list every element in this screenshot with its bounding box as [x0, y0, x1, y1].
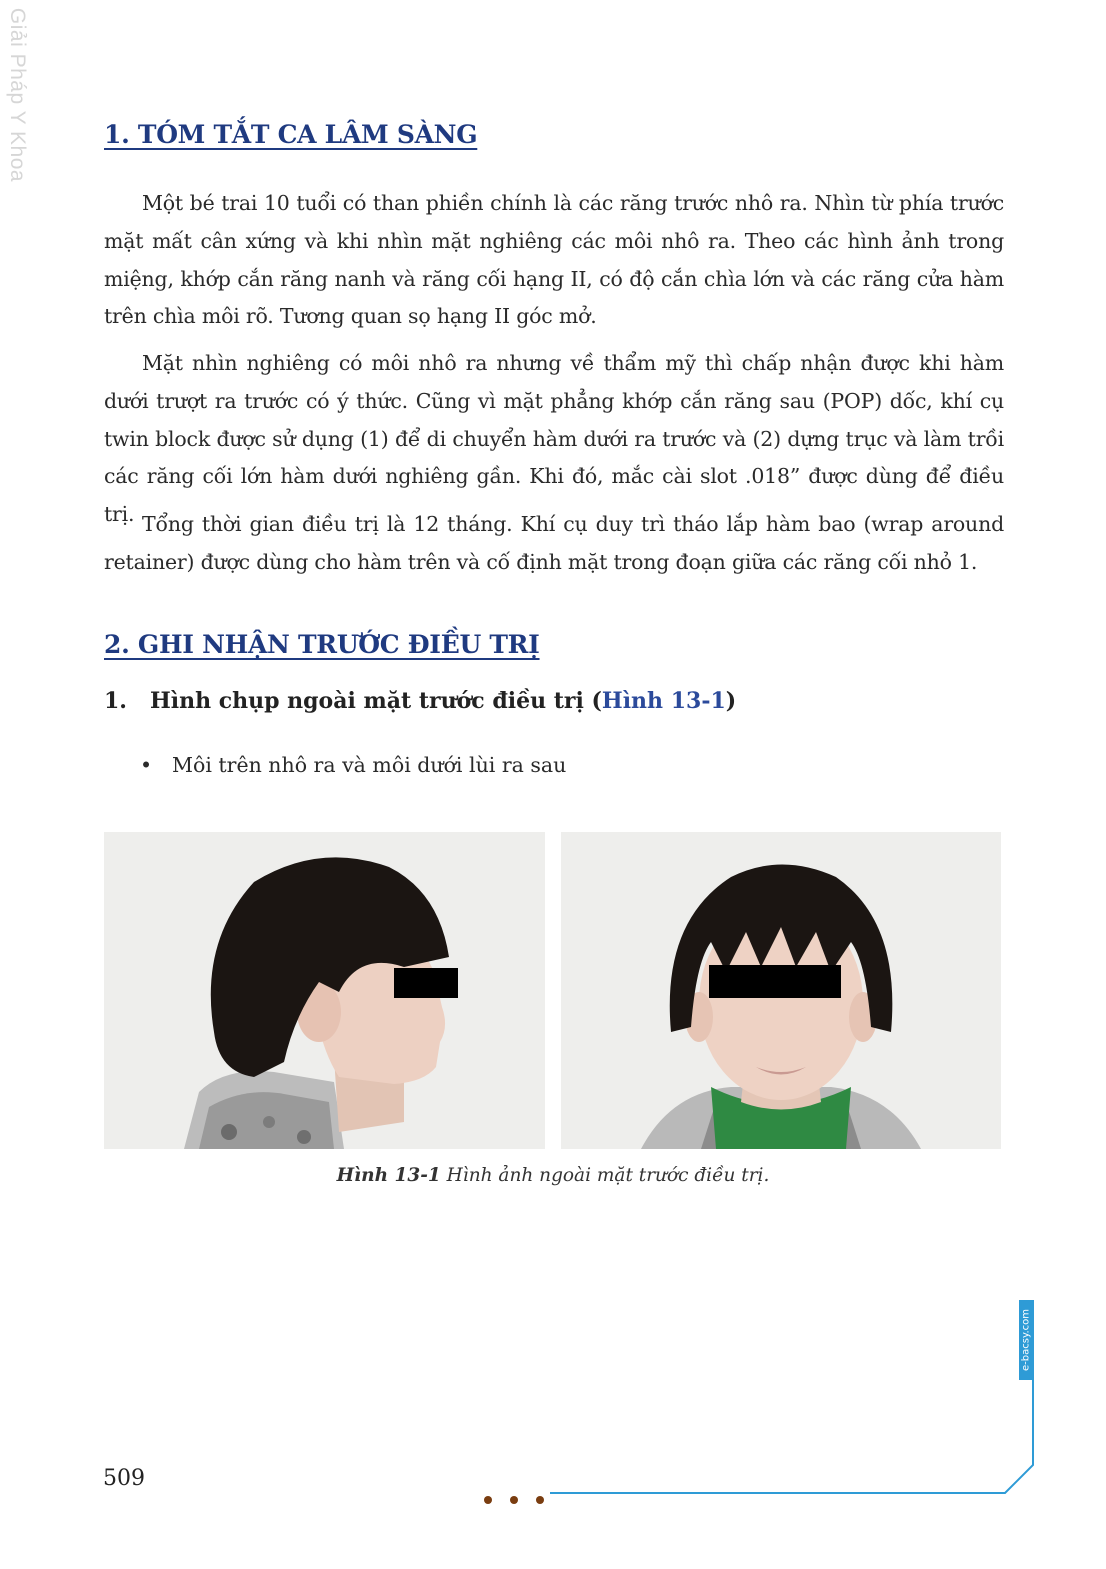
dot-icon: [484, 1496, 492, 1504]
figure-reference-link[interactable]: Hình 13-1: [601, 688, 726, 714]
findings-list: [140, 750, 566, 780]
side-brand-label: [2, 7, 32, 183]
list-item: [140, 750, 566, 780]
figure-caption-text: Hình ảnh ngoài mặt trước điều trị.: [440, 1165, 770, 1186]
figure-caption-label: Hình 13-1: [336, 1165, 441, 1186]
summary-paragraph-3: Tổng thời gian điều trị là 12 tháng. Khí cụ duy trì tháo lắp hàm bao (wrap around retainer) được dùng cho hàm trên và cố định mặt trong đoạn giữa các răng cối nhỏ 1.: [104, 512, 1004, 574]
profile-photo: [104, 832, 545, 1149]
subheading-text: Hình chụp ngoài mặt trước điều trị (: [149, 688, 602, 714]
footer-dots: [484, 1489, 562, 1508]
subheading-extraoral-photos: [104, 688, 736, 714]
footer-frame-line: [550, 1380, 1040, 1500]
subheading-close: ): [725, 688, 737, 714]
bullet-text: Môi trên nhô ra và môi dưới lùi ra sau: [172, 753, 567, 777]
dot-icon: [536, 1496, 544, 1504]
dot-icon: [510, 1496, 518, 1504]
site-tag: [1019, 1300, 1034, 1380]
site-tag-text: e-bacsy.com: [1020, 1309, 1032, 1371]
frontal-photo-image: [561, 832, 1001, 1149]
page-number: 509: [103, 1466, 145, 1491]
figure-caption: [0, 1165, 1106, 1186]
frontal-photo: [561, 832, 1001, 1149]
subheading-number: 1.: [104, 688, 127, 714]
summary-paragraph-2: Mặt nhìn nghiêng có môi nhô ra nhưng về thẩm mỹ thì chấp nhận được khi hàm dưới trượt ra trước có ý thức. Cũng vì mặt phẳng khớp cắn răng sau (POP) dốc, khí cụ twin block được sử dụng (1) để di chuyển hàm dưới ra trước và (2) dựng trục và làm trồi các răng cối lớn hàm dưới nghiêng gần. Khi đó, mắc cài slot .018” được dùng để điều trị.: [104, 351, 1004, 527]
section-heading-pretreatment: 2. GHI NHẬN TRƯỚC ĐIỀU TRỊ: [104, 630, 540, 659]
section-heading-summary: 1. TÓM TẮT CA LÂM SÀNG: [104, 120, 478, 149]
side-brand-text: Giải Pháp Y Khoa: [6, 7, 29, 183]
profile-photo-image: [104, 832, 545, 1149]
summary-paragraph-1: Một bé trai 10 tuổi có than phiền chính là các răng trước nhô ra. Nhìn từ phía trước mặt mất cân xứng và khi nhìn mặt nghiêng các môi nhô ra. Theo các hình ảnh trong miệng, khớp cắn răng nanh và răng cối hạng II, có độ cắn chìa lớn và các răng cửa hàm trên chìa môi rõ. Tương quan sọ hạng II góc mở.: [104, 191, 1004, 329]
bullet-icon: •: [140, 753, 153, 777]
